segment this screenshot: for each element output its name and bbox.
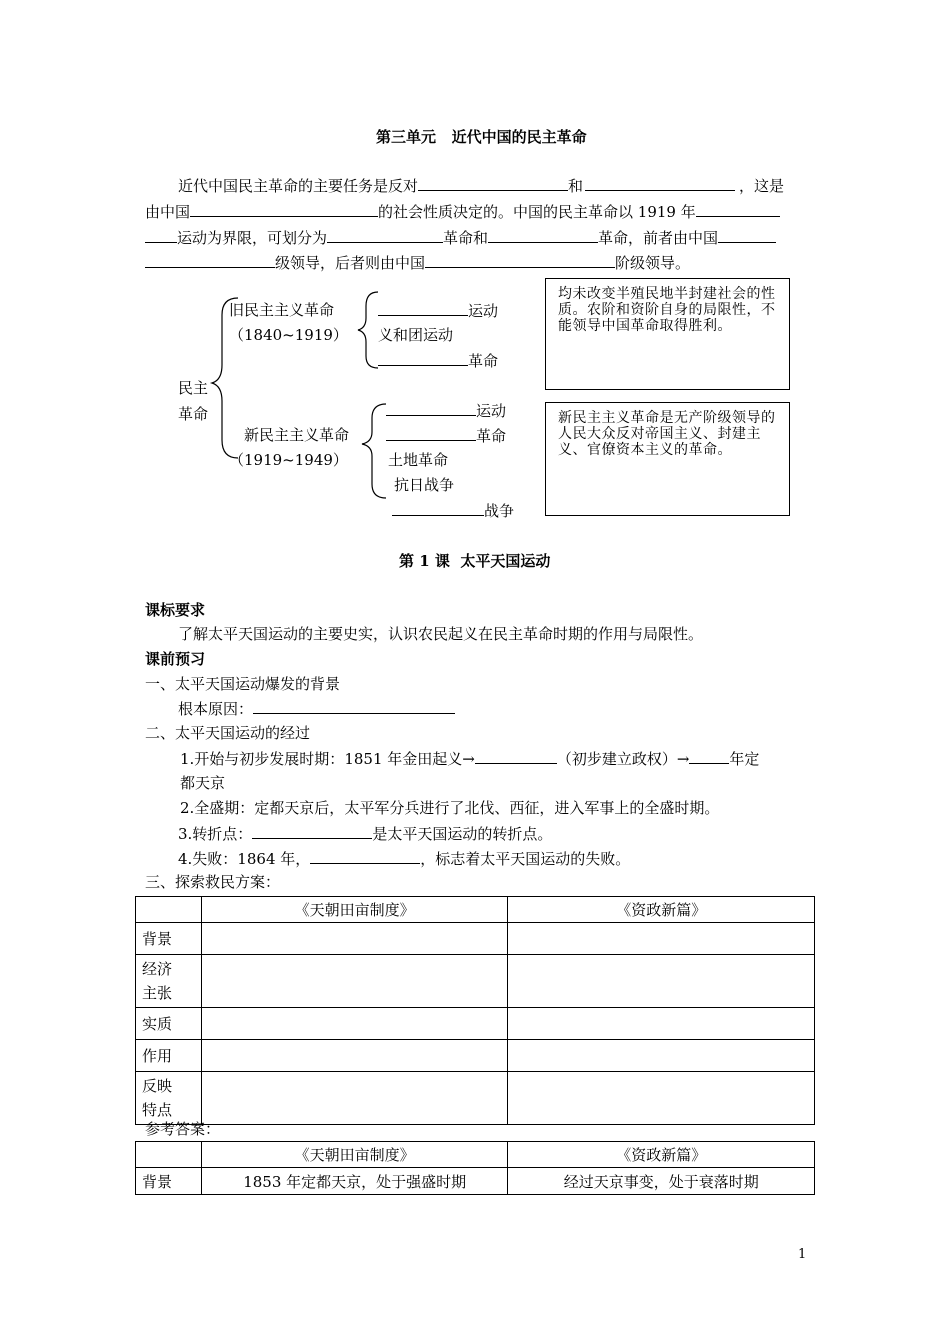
new-item-3: 土地革命 — [388, 451, 449, 469]
table-row-label: 背景 — [136, 1168, 202, 1195]
answer-cell-zizheng: 经过天京事变，处于衰落时期 — [508, 1168, 815, 1195]
item-4-line: 4.失败：1864 年， ，标志着太平天国运动的失败。 — [178, 850, 631, 868]
table-row-label: 经济 主张 — [136, 955, 202, 1008]
item-2-line: 2.全盛期：定都天京后，太平军分兵进行了北伐、西征，进入军事上的全盛时期。 — [180, 799, 720, 817]
table-header-tianchao: 《天朝田亩制度》 — [201, 897, 508, 923]
table-row-label: 背景 — [136, 923, 202, 955]
table-header-tianchao: 《天朝田亩制度》 — [201, 1142, 508, 1168]
table-header-zizheng: 《资政新篇》 — [508, 1142, 815, 1168]
table-row-label: 实质 — [136, 1008, 202, 1040]
section-1-heading: 一、太平天国运动爆发的背景 — [145, 675, 341, 693]
diagram-root: 民主 革命 — [178, 379, 209, 423]
section-2-heading: 二、太平天国运动的经过 — [145, 724, 311, 742]
table-cell[interactable] — [508, 1072, 815, 1125]
new-revolution-years: （1919~1949） — [229, 451, 348, 469]
table-cell[interactable] — [201, 1008, 508, 1040]
answers-table — [135, 1141, 815, 1195]
new-item-4: 抗日战争 — [394, 476, 455, 494]
new-item-1: 运动 — [386, 401, 506, 422]
old-item-3: 革命 — [378, 351, 498, 372]
old-revolution-note: 均未改变半殖民地半封建社会的性质。农阶和资阶自身的局限性，不能领导中国革命取得胜利。 — [545, 278, 790, 390]
plans-table — [135, 896, 815, 1125]
unit-title: 第三单元 近代中国的民主革命 — [376, 128, 587, 146]
item-3-line: 3.转折点： 是太平天国运动的转折点。 — [178, 825, 553, 843]
page-number: 1 — [798, 1247, 807, 1262]
table-header-zizheng: 《资政新篇》 — [508, 897, 815, 923]
root-cause-line: 根本原因： — [178, 699, 455, 720]
diagram-braces — [0, 0, 950, 560]
curriculum-text: 了解太平天国运动的主要史实，认识农民起义在民主革命时期的作用与局限性。 — [178, 625, 704, 643]
old-revolution-years: （1840~1919） — [229, 326, 348, 344]
preview-heading: 课前预习 — [145, 650, 206, 668]
curriculum-heading: 课标要求 — [145, 601, 206, 619]
table-cell[interactable] — [508, 923, 815, 955]
intro-line-3: 运动为界限，可划分为 革命和 革命，前者由中国 — [145, 228, 776, 249]
item-1-line-2: 都天京 — [180, 774, 226, 792]
table-row-label: 作用 — [136, 1040, 202, 1072]
intro-line-1: 近代中国民主革命的主要任务是反对 和 ，这是 — [178, 177, 785, 195]
table-cell[interactable] — [201, 923, 508, 955]
new-item-2: 革命 — [386, 426, 506, 447]
intro-line-2: 由中国 的社会性质决定的。中国的民主革命以 1919 年 — [145, 202, 780, 223]
table-cell[interactable] — [201, 955, 508, 1008]
table-cell[interactable] — [201, 1040, 508, 1072]
old-revolution-title: 旧民主主义革命 — [229, 301, 335, 319]
lesson-title: 第 1 课 太平天国运动 — [399, 552, 551, 570]
table-cell[interactable] — [508, 1008, 815, 1040]
intro-line-4: 级领导，后者则由中国 阶级领导。 — [145, 253, 690, 274]
table-header-empty — [136, 897, 202, 923]
table-row-label: 反映 特点 — [136, 1072, 202, 1125]
old-item-1: 运动 — [378, 301, 498, 322]
new-revolution-note: 新民主主义革命是无产阶级领导的人民大众反对帝国主义、封建主义、官僚资本主义的革命。 — [545, 402, 790, 516]
answer-cell-tianchao: 1853 年定都天京，处于强盛时期 — [201, 1168, 508, 1195]
table-cell[interactable] — [508, 1040, 815, 1072]
old-item-2: 义和团运动 — [378, 326, 454, 344]
item-1-line: 1.开始与初步发展时期：1851 年金田起义→ （初步建立政权）→ 年定 — [180, 750, 760, 768]
answer-label: 参考答案： — [145, 1120, 221, 1138]
section-3-heading: 三、探索救民方案： — [145, 873, 281, 891]
new-item-5: 战争 — [392, 501, 514, 522]
new-revolution-title: 新民主主义革命 — [244, 426, 350, 444]
table-cell[interactable] — [508, 955, 815, 1008]
table-cell[interactable] — [201, 1072, 508, 1125]
table-header-empty — [136, 1142, 202, 1168]
